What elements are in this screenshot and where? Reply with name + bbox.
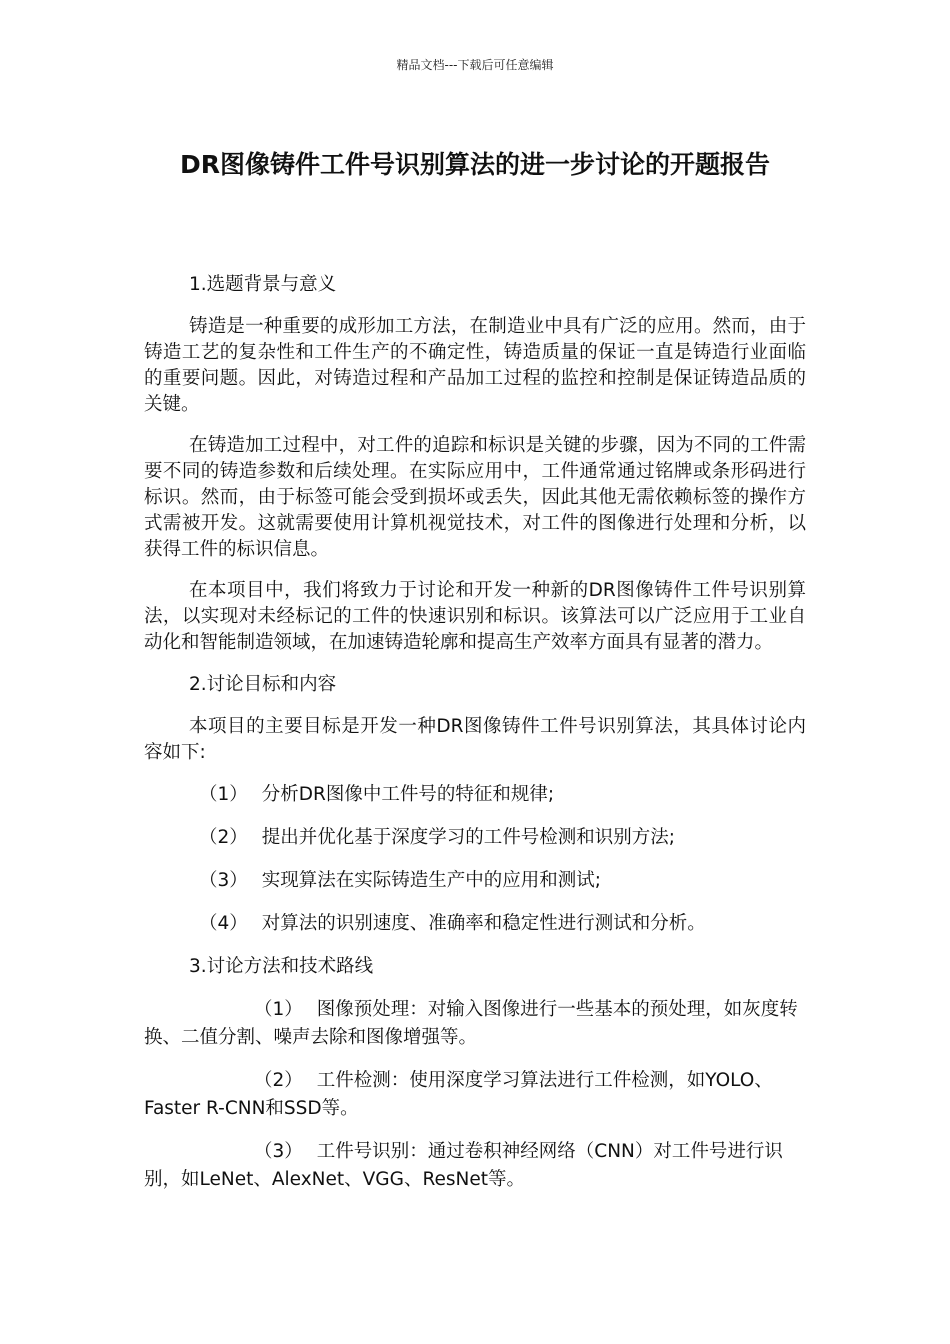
goal-item-number: （3） (199, 870, 248, 891)
document-title: DR图像铸件工件号识别算法的进一步讨论的开题报告 (179, 150, 770, 179)
goal-item-text: 对算法的识别速度、准确率和稳定性进行测试和分析。 (261, 913, 706, 934)
goals-intro: 本项目的主要目标是开发一种DR图像铸件工件号识别算法，其具体讨论内容如下: (144, 716, 806, 763)
method-item-number: （3） (254, 1141, 303, 1162)
goal-item (144, 824, 806, 852)
goal-item (144, 781, 806, 809)
section-heading-goals: 2.讨论目标和内容 (189, 674, 337, 695)
method-item (144, 1067, 806, 1123)
goal-item-number: （1） (199, 784, 248, 805)
section-heading-background: 1.选题背景与意义 (189, 274, 337, 295)
section-heading-methods: 3.讨论方法和技术路线 (189, 956, 374, 977)
method-item (144, 1138, 806, 1194)
background-paragraph: 铸造是一种重要的成形加工方法，在制造业中具有广泛的应用。然而，由于铸造工艺的复杂性和工件生产的不确定性，铸造质量的保证一直是铸造行业面临的重要问题。因此，对铸造过程和产品加工过程的监控和控制是保证铸造品质的关键。 (144, 316, 806, 415)
goal-item (144, 910, 806, 938)
goal-item-text: 实现算法在实际铸造生产中的应用和测试; (261, 870, 602, 891)
background-paragraph: 在铸造加工过程中，对工件的追踪和标识是关键的步骤，因为不同的工件需要不同的铸造参数和后续处理。在实际应用中，工件通常通过铭牌或条形码进行标识。然而，由于标签可能会受到损坏或丢失，因此其他无需依赖标签的操作方式需被开发。这就需要使用计算机视觉技术，对工件的图像进行处理和分析，以获得工件的标识信息。 (144, 435, 806, 560)
method-item-text: 工件检测：使用深度学习算法进行工件检测，如YOLO、Faster R-CNN和SSD等。 (144, 1070, 773, 1119)
method-item-text: 工件号识别：通过卷积神经网络（CNN）对工件号进行识别，如LeNet、AlexNet、VGG、ResNet等。 (144, 1141, 783, 1190)
method-item-number: （2） (254, 1070, 303, 1091)
method-item (144, 996, 806, 1052)
document-body (144, 271, 806, 1209)
goal-item (144, 867, 806, 895)
goal-item-number: （2） (199, 827, 248, 848)
goal-item-number: （4） (199, 913, 248, 934)
background-paragraph: 在本项目中，我们将致力于讨论和开发一种新的DR图像铸件工件号识别算法，以实现对未经标记的工件的快速识别和标识。该算法可以广泛应用于工业自动化和智能制造领域，在加速铸造轮廓和提高生产效率方面具有显著的潜力。 (144, 580, 806, 653)
header-note: 精品文档---下载后可任意编辑 (396, 58, 554, 72)
goal-item-text: 分析DR图像中工件号的特征和规律; (261, 784, 555, 805)
goal-item-text: 提出并优化基于深度学习的工件号检测和识别方法; (261, 827, 676, 848)
method-item-number: （1） (254, 999, 303, 1020)
method-item-text: 图像预处理：对输入图像进行一些基本的预处理，如灰度转换、二值分割、噪声去除和图像增强等。 (144, 999, 798, 1048)
